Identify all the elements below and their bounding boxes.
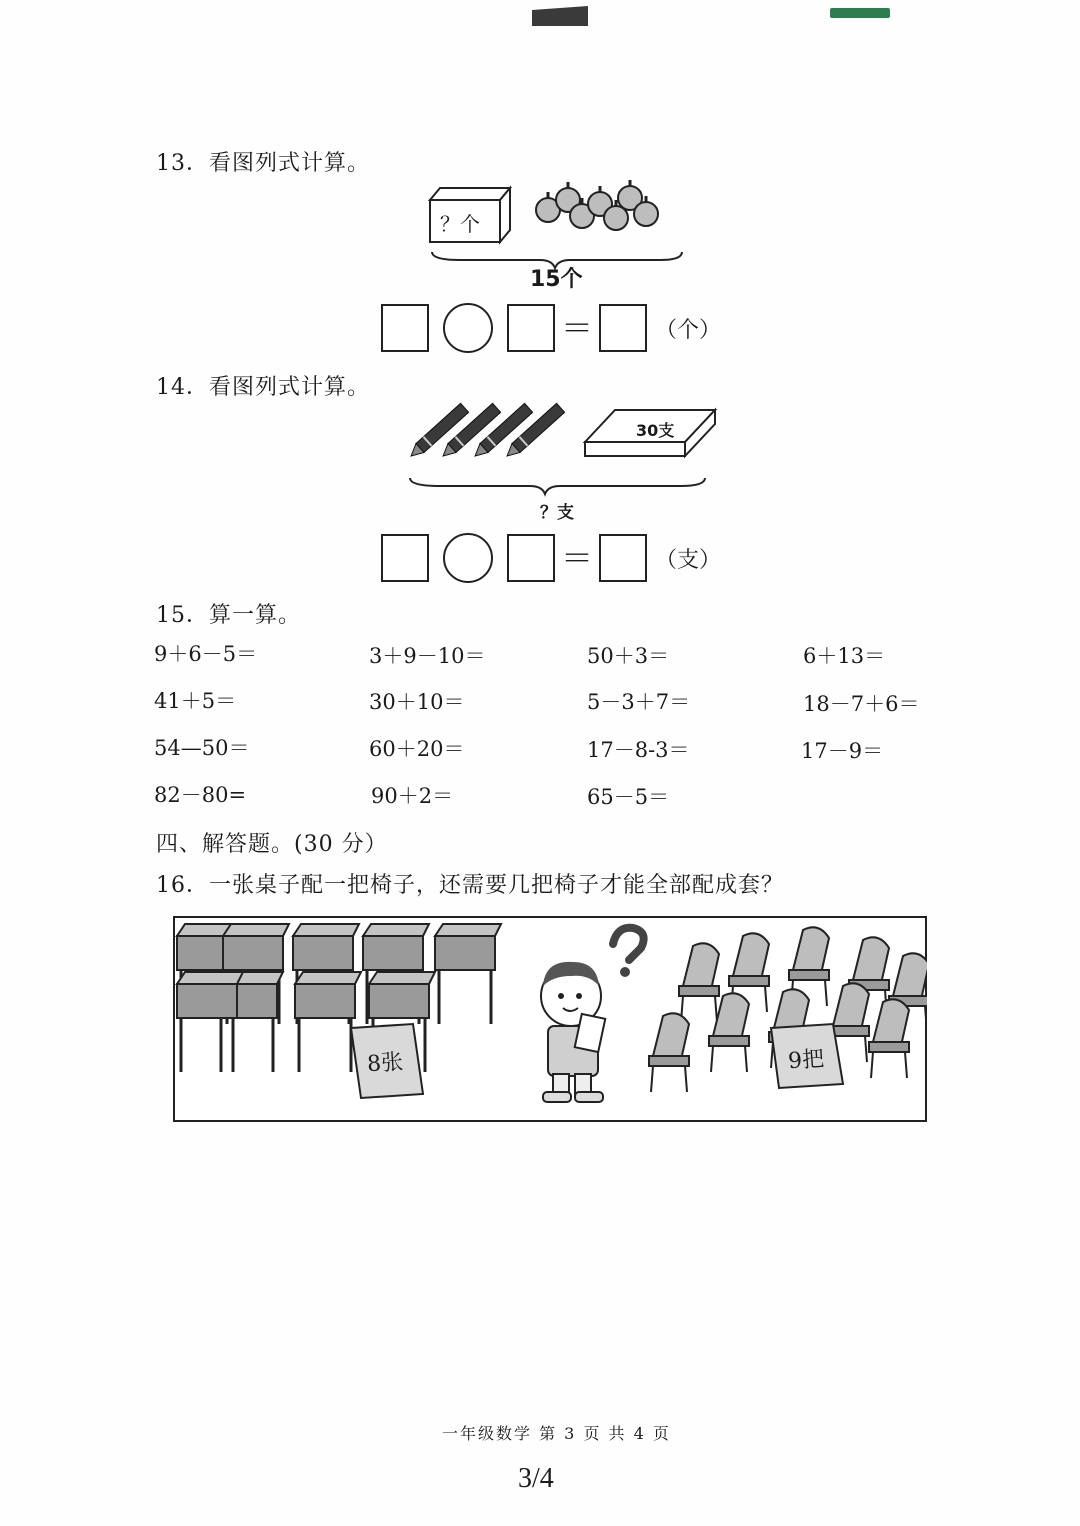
section-4-title: 四、解答题。(30 分） bbox=[156, 832, 388, 857]
question-16-illustration bbox=[173, 916, 927, 1122]
calc-item: 90＋2＝ bbox=[371, 784, 454, 808]
calc-item: 3＋9－10＝ bbox=[369, 644, 486, 668]
pencil-icon bbox=[471, 403, 533, 460]
page-footer: 一年级数学 第 3 页 共 4 页 bbox=[442, 1424, 671, 1443]
question-14-title: 14．看图列式计算。 bbox=[156, 375, 370, 400]
page-number: 3/4 bbox=[518, 1463, 554, 1494]
calc-item: 5－3＋7＝ bbox=[587, 690, 691, 714]
calc-item: 82－80= bbox=[154, 783, 247, 807]
desk-sign-label: 8张 bbox=[366, 1049, 404, 1078]
calc-item: 54—50＝ bbox=[154, 736, 250, 760]
calc-item: 17－9＝ bbox=[801, 739, 884, 763]
question-15-title: 15．算一算。 bbox=[156, 603, 301, 628]
calc-item: 6＋13＝ bbox=[803, 644, 886, 668]
question-14-equation bbox=[381, 533, 721, 583]
pencil-icon bbox=[503, 403, 565, 460]
calc-item: 17－8-3＝ bbox=[587, 738, 690, 762]
chair-sign-label: 9把 bbox=[787, 1046, 825, 1075]
calc-item: 18－7＋6＝ bbox=[803, 692, 920, 716]
question-14-total-label: ？支 bbox=[540, 503, 574, 523]
brace-icon bbox=[410, 478, 705, 494]
operator-circle[interactable] bbox=[443, 533, 493, 583]
question-14-box-label: 30支 bbox=[636, 421, 675, 440]
calc-item: 60＋20＝ bbox=[369, 737, 465, 761]
question-16-title: 16．一张桌子配一把椅子，还需要几把椅子才能全部配成套？ bbox=[156, 873, 784, 898]
operator-circle[interactable] bbox=[443, 303, 493, 353]
answer-box[interactable] bbox=[507, 304, 555, 352]
calc-item: 50＋3＝ bbox=[587, 644, 670, 668]
pencil-icon bbox=[407, 403, 469, 460]
result-box[interactable] bbox=[599, 534, 647, 582]
scan-mark-right bbox=[830, 8, 890, 18]
pencil-group-icon bbox=[407, 403, 565, 460]
equals-sign: ＝ bbox=[560, 539, 593, 577]
unit-label: （个） bbox=[655, 317, 722, 343]
pencil-icon bbox=[439, 403, 501, 460]
question-14-figure bbox=[400, 400, 720, 500]
unit-label: （支） bbox=[655, 547, 722, 573]
equals-sign: ＝ bbox=[560, 309, 593, 347]
question-13-equation bbox=[381, 303, 721, 353]
answer-box[interactable] bbox=[381, 304, 429, 352]
question-13-total-label: 15个 bbox=[530, 267, 583, 292]
question-13-title: 13．看图列式计算。 bbox=[156, 151, 370, 176]
scan-mark-left bbox=[532, 6, 588, 26]
question-13-box-label: ？个 bbox=[440, 212, 480, 236]
calc-item: 65－5＝ bbox=[587, 785, 670, 809]
paddle-group-icon bbox=[536, 180, 658, 230]
calc-item: 30＋10＝ bbox=[369, 690, 465, 714]
answer-box[interactable] bbox=[381, 534, 429, 582]
calc-item: 41＋5＝ bbox=[154, 689, 237, 713]
answer-box[interactable] bbox=[507, 534, 555, 582]
result-box[interactable] bbox=[599, 304, 647, 352]
calc-item: 9＋6－5＝ bbox=[154, 642, 258, 666]
